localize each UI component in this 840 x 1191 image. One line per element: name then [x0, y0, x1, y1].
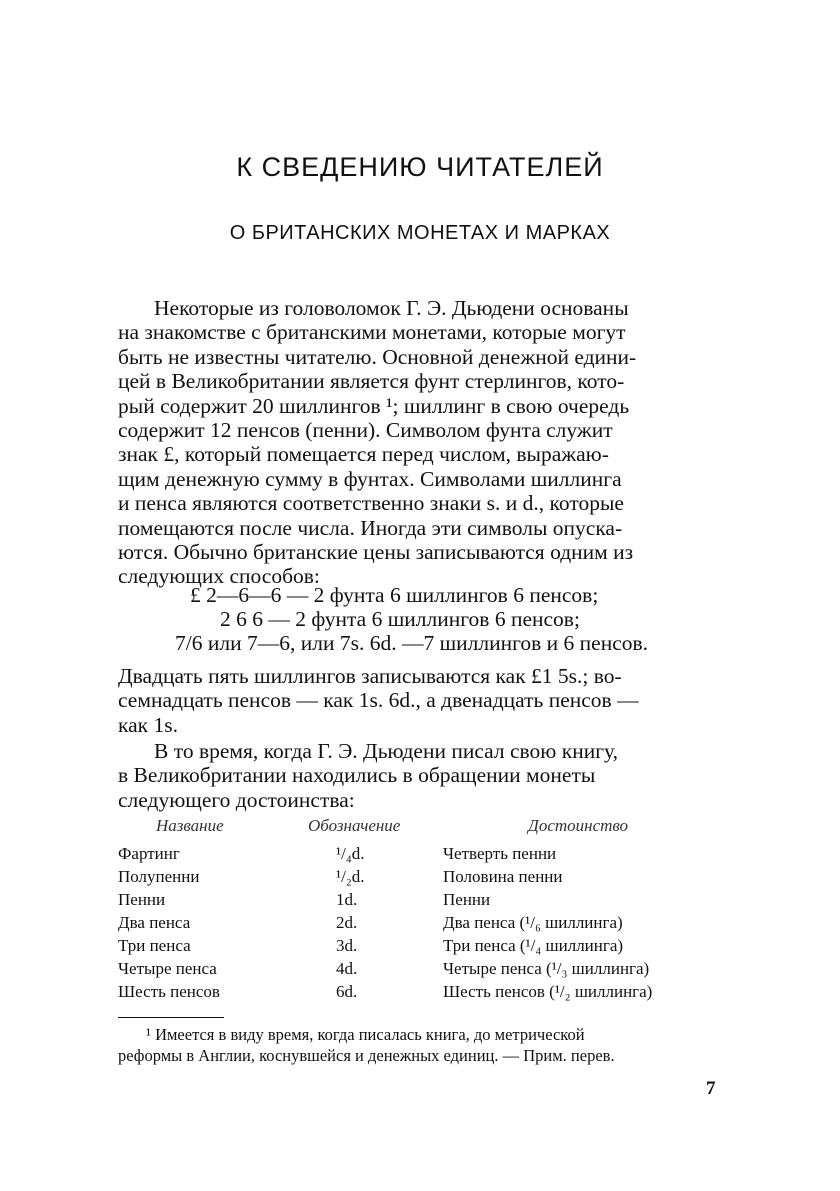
text-line: Некоторые из головоломок Г. Э. Дьюдени основаны [154, 296, 629, 320]
table-row [118, 844, 723, 867]
text-line: цей в Великобритании является фунт стерлингов, кото- [118, 369, 625, 394]
text-line: быть не известны читателю. Основной денежной едини- [118, 344, 637, 369]
header-symbol: Обозначение [308, 816, 401, 835]
header-value: Достоинство [528, 816, 629, 835]
header-name: Название [156, 816, 224, 835]
coin-value: Три пенса (¹/₄ шиллинга) [443, 936, 624, 955]
formula-line: 7/6 или 7—6, или 7s. 6d. —7 шиллингов и 6 пенсов. [175, 631, 649, 655]
text-line: знак £, который помещается перед числом, выражаю- [118, 442, 609, 467]
coins-intro-paragraph [118, 739, 723, 812]
table-row [118, 982, 723, 1005]
formula-line: £ 2—6—6 — 2 фунта 6 шиллингов 6 пенсов; [190, 583, 599, 607]
text-line: содержит 12 пенсов (пенни). Символом фунта служит [118, 418, 613, 443]
footnote-divider [118, 1017, 224, 1018]
coin-name: Шесть пенсов [118, 982, 220, 1001]
coin-name: Фартинг [118, 844, 180, 863]
footnote-line: реформы в Англии, коснувшейся и денежных единиц. — Прим. перев. [118, 1046, 615, 1065]
coin-value: Пенни [443, 890, 491, 909]
coin-name: Два пенса [118, 913, 191, 932]
page-title: К СВЕДЕНИЮ ЧИТАТЕЛЕЙ [236, 152, 604, 182]
coin-table-header [118, 816, 723, 844]
coin-value: Четыре пенса (¹/₃ шиллинга) [443, 959, 650, 978]
coin-name: Три пенса [118, 936, 191, 955]
text-line: и пенса являются соответственно знаки s. и d., которые [118, 491, 624, 516]
table-row [118, 913, 723, 936]
coin-symbol: 4d. [336, 959, 358, 978]
coin-value: Четверть пенни [443, 844, 557, 863]
coin-symbol: 2d. [336, 913, 358, 932]
page-number: 7 [706, 1078, 716, 1099]
text-line: как 1s. [118, 712, 178, 737]
text-line: в Великобритании находились в обращении монеты [118, 763, 596, 788]
text-line: Двадцать пять шиллингов записываются как £1 5s.; во- [118, 664, 622, 688]
text-line: следующих способов: [118, 564, 320, 589]
coin-table [118, 816, 723, 1005]
text-line: семнадцать пенсов — как 1s. 6d., а двенадцать пенсов — [118, 688, 639, 713]
intro-paragraph [118, 296, 723, 589]
coin-value: Шесть пенсов (¹/₂ шиллинга) [443, 982, 653, 1001]
text-line: помещаются после числа. Иногда эти символы опуска- [118, 515, 623, 540]
section-subtitle: О БРИТАНСКИХ МОНЕТАХ И МАРКАХ [229, 222, 611, 244]
coin-name: Пенни [118, 890, 166, 909]
text-line: ются. Обычно британские цены записываются одним из [118, 540, 634, 565]
coin-value: Половина пенни [443, 867, 563, 886]
table-row [118, 936, 723, 959]
table-row [118, 959, 723, 982]
coin-name: Полупенни [118, 867, 200, 886]
coin-name: Четыре пенса [118, 959, 217, 978]
coin-value: Два пенса (¹/₆ шиллинга) [443, 913, 623, 932]
table-row [118, 867, 723, 890]
coin-symbol: 6d. [336, 982, 358, 1001]
coin-symbol: ¹/₄d. [336, 844, 365, 863]
footnote-line: ¹ Имеется в виду время, когда писалась книга, до метрической [146, 1025, 585, 1044]
coin-symbol: 3d. [336, 936, 358, 955]
footnote [118, 1024, 723, 1066]
text-line: рый содержит 20 шиллингов ¹; шиллинг в свою очередь [118, 393, 630, 418]
text-line: В то время, когда Г. Э. Дьюдени писал свою книгу, [154, 739, 618, 763]
coin-symbol: ¹/₂d. [336, 867, 365, 886]
formula-line: 2 6 6 — 2 фунта 6 шиллингов 6 пенсов; [220, 607, 580, 631]
text-line: следующего достоинства: [118, 787, 355, 812]
text-line: щим денежную сумму в фунтах. Символами шиллинга [118, 466, 622, 491]
table-row [118, 890, 723, 913]
text-line: на знакомстве с британскими монетами, которые могут [118, 320, 626, 345]
coin-symbol: 1d. [336, 890, 358, 909]
notation-paragraph [118, 664, 723, 737]
